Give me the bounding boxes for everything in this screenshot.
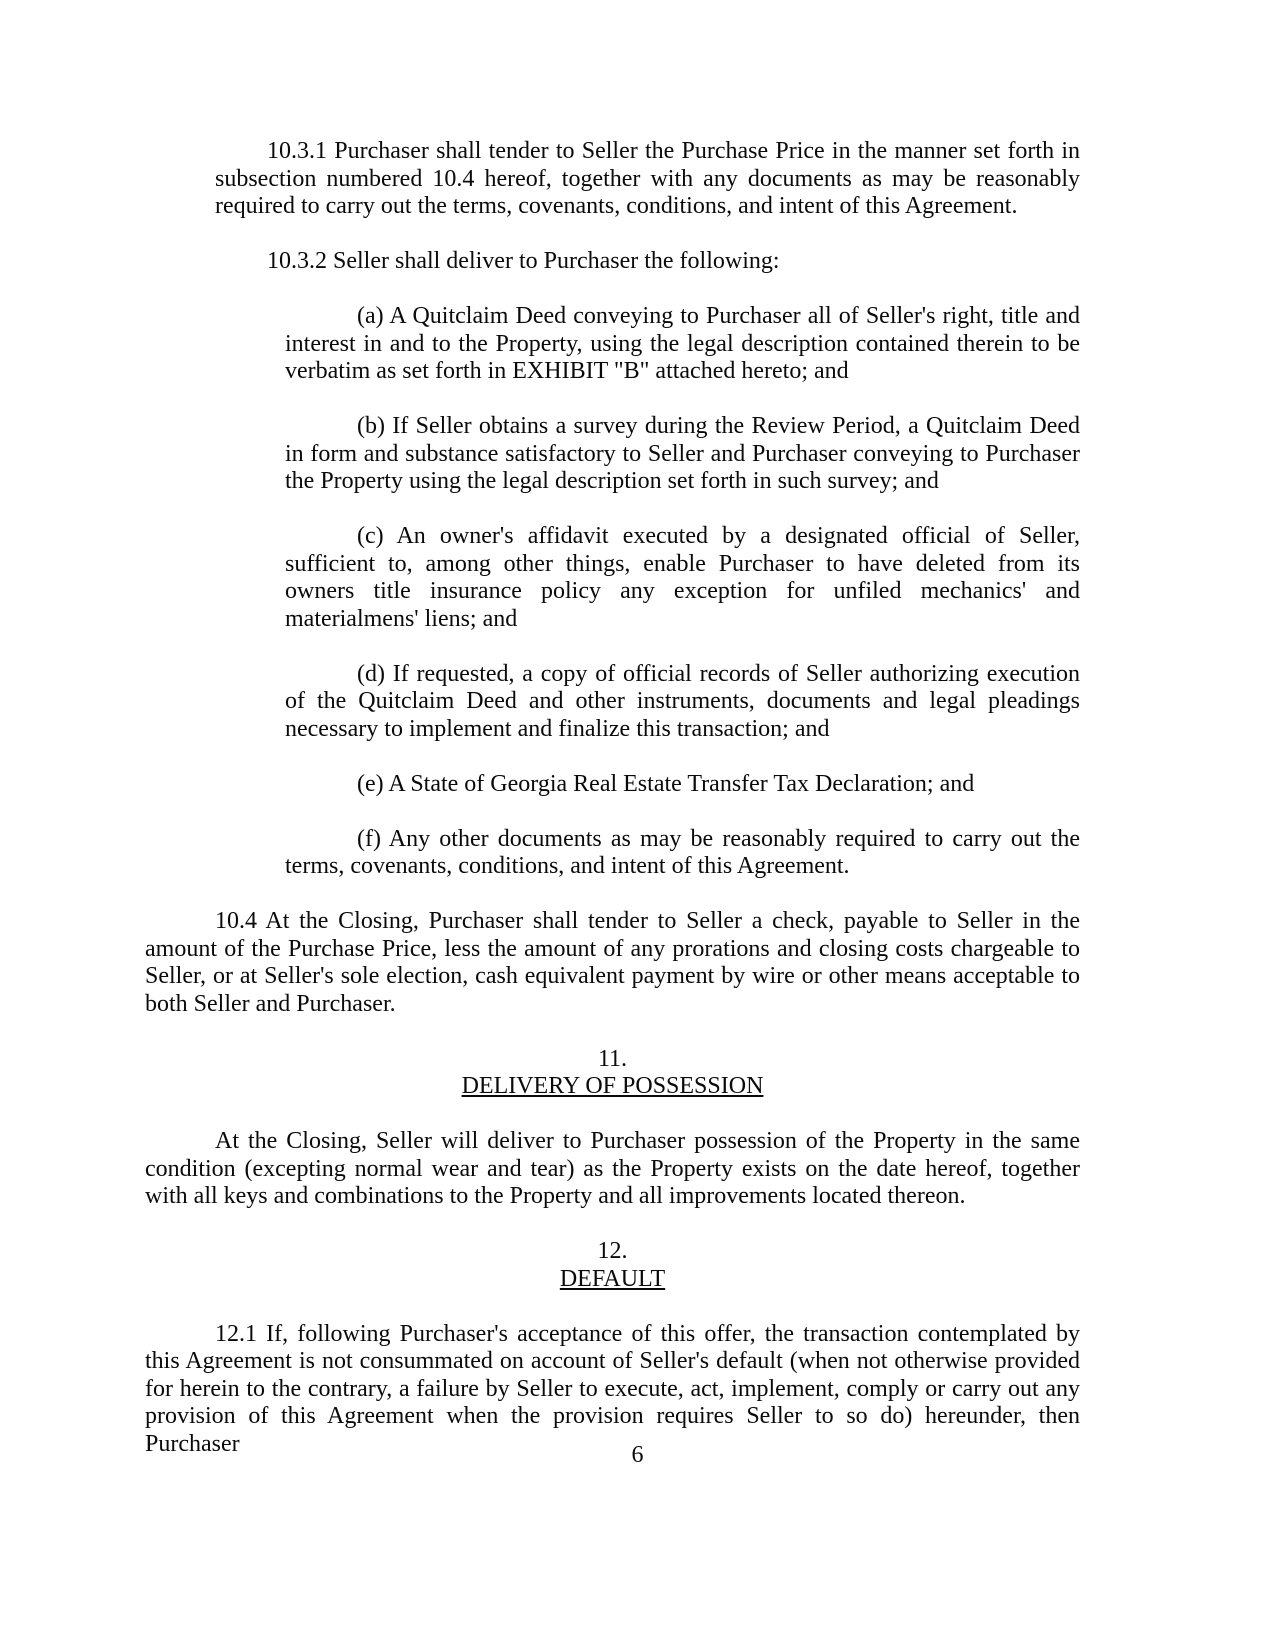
section-11-title	[145, 1073, 1080, 1101]
page-number: 6	[631, 1442, 644, 1468]
clause-10-3-2: 10.3.2 Seller shall deliver to Purchaser the following:	[267, 248, 780, 274]
clause-11-body: At the Closing, Seller will deliver to Purchaser possession of the Property in the same condition (excepting normal wear and tear) as the Property exists on the date hereof, together with all keys and combinations to the Property and all improvements located thereon.	[145, 1128, 1080, 1209]
section-11-title-text: DELIVERY OF POSSESSION	[461, 1073, 764, 1099]
clause-10-3-1: 10.3.1 Purchaser shall tender to Seller the Purchase Price in the manner set forth in subsection numbered 10.4 hereof, together with any documents as may be reasonably required to carry out the terms, covenants, conditions, and intent of this Agreement.	[215, 138, 1080, 219]
clause-item-c: (c) An owner's affidavit executed by a designated official of Seller, sufficient to, among other things, enable Purchaser to have deleted from its owners title insurance policy any exception for unfiled mechanics' and materialmens' liens; and	[285, 523, 1080, 632]
clause-12-1: 12.1 If, following Purchaser's acceptance of this offer, the transaction contemplated by this Agreement is not consummated on account of Seller's default (when not otherwise provided for herein to the contrary, a failure by Seller to execute, act, implement, comply or carry out any provision of this Agreement when the provision requires Seller to so do) hereunder, then Purchaser	[145, 1320, 1080, 1457]
clause-item-b: (b) If Seller obtains a survey during the Review Period, a Quitclaim Deed in form and substance satisfactory to Seller and Purchaser conveying to Purchaser the Property using the legal description set forth in such survey; and	[285, 413, 1080, 494]
clause-item-a: (a) A Quitclaim Deed conveying to Purchaser all of Seller's right, title and interest in and to the Property, using the legal description contained therein to be verbatim as set forth in EXHIBIT "B" attached hereto; and	[285, 303, 1080, 384]
clause-item-f: (f) Any other documents as may be reasonably required to carry out the terms, covenants, conditions, and intent of this Agreement.	[285, 825, 1080, 879]
section-12-number: 12.	[597, 1238, 628, 1264]
clause-item-d: (d) If requested, a copy of official records of Seller authorizing execution of the Quitclaim Deed and other instruments, documents and legal pleadings necessary to implement and finalize this transaction; and	[285, 660, 1080, 742]
section-11-number: 11.	[597, 1045, 628, 1072]
section-12-title	[145, 1266, 1080, 1294]
clause-item-e: (e) A State of Georgia Real Estate Transfer Tax Declaration; and	[357, 770, 975, 797]
section-12-title-text: DEFAULT	[559, 1265, 666, 1292]
clause-10-4: 10.4 At the Closing, Purchaser shall tender to Seller a check, payable to Seller in the amount of the Purchase Price, less the amount of any prorations and closing costs chargeable to Seller, or at Seller's sole election, cash equivalent payment by wire or other means acceptable to both Seller and Purchaser.	[145, 908, 1080, 1017]
